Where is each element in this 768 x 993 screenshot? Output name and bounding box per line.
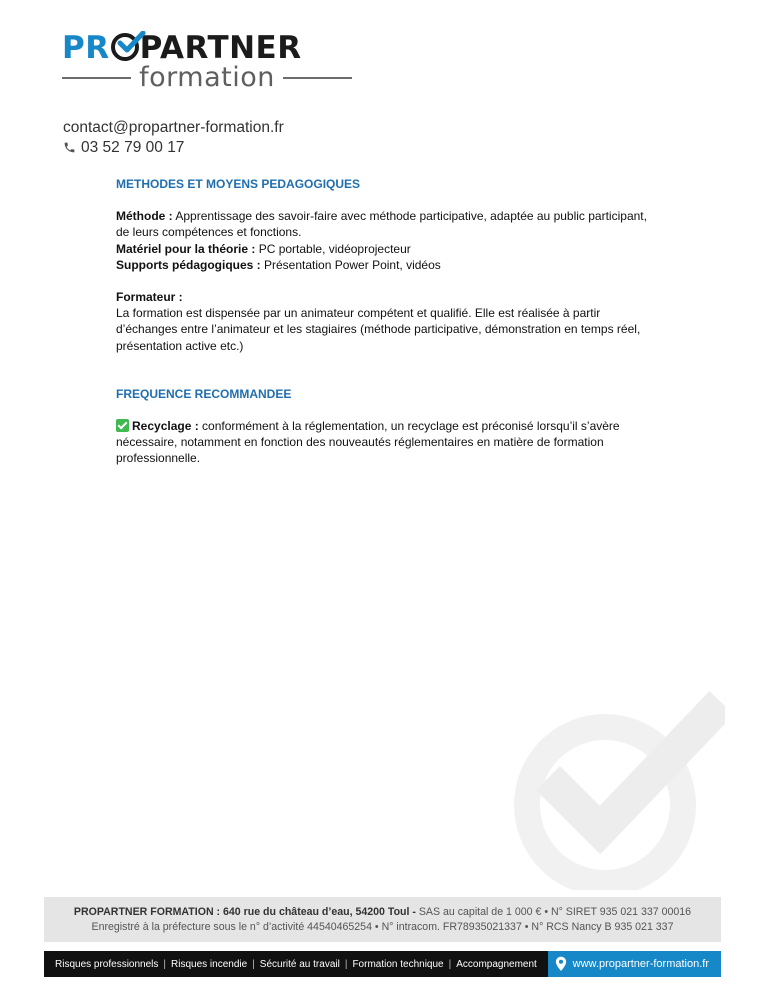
- recyclage-label: Recyclage :: [132, 419, 199, 434]
- check-mark-icon: [116, 419, 129, 432]
- footer-nav-securite-travail[interactable]: Sécurité au travail: [259, 958, 340, 970]
- contact-block: [63, 118, 284, 157]
- contact-phone-row: [63, 138, 284, 157]
- footer-nav-risques-incendie[interactable]: Risques incendie: [171, 958, 248, 970]
- logo-subtitle: [62, 63, 352, 93]
- supports-text: Présentation Power Point, vidéos: [260, 257, 441, 272]
- footer-nav-formation-technique[interactable]: Formation technique: [352, 958, 444, 970]
- recyclage-text: conformément à la réglementation, un recyclage est préconisé lorsqu’il s’avère nécessaire, notamment en fonction des nouveautés réglementaires en matière de formation professionnelle.: [116, 419, 620, 466]
- materiel-text: PC portable, vidéoprojecteur: [255, 241, 411, 256]
- logo-check-icon: [111, 33, 139, 61]
- footer-legal: [44, 897, 721, 942]
- section-heading-frequency: FREQUENCE RECOMMANDEE: [116, 386, 292, 401]
- phone-icon: [63, 141, 76, 154]
- supports-paragraph: [116, 257, 656, 273]
- footer-legal-2: Enregistré à la préfecture sous le n° d’activité 44540465254 • N° intracom. FR78935021337 • N° RCS Nancy B 935 021 337: [91, 921, 674, 933]
- contact-email[interactable]: contact@propartner-formation.fr: [63, 119, 284, 136]
- logo-formation-text: formation: [139, 62, 275, 93]
- materiel-label: Matériel pour la théorie :: [116, 241, 256, 256]
- footer-company: PROPARTNER FORMATION : 640 rue du château d’eau, 54200 Toul -: [73, 906, 416, 918]
- logo-wordmark: PR PARTNER: [62, 30, 302, 66]
- divider: [62, 77, 131, 79]
- divider: [283, 77, 352, 79]
- section-heading-methods: METHODES ET MOYENS PEDAGOGIQUES: [116, 177, 361, 191]
- methode-paragraph: [116, 208, 656, 240]
- recyclage-paragraph: [116, 418, 656, 467]
- formateur-label: Formateur :: [116, 290, 183, 305]
- nav-separator: |: [163, 958, 166, 970]
- footer-nav-risques-professionnels[interactable]: Risques professionnels: [55, 958, 159, 970]
- document-body: [116, 176, 656, 467]
- contact-phone[interactable]: 03 52 79 00 17: [81, 139, 185, 156]
- footer-legal-line-1: [44, 905, 721, 920]
- materiel-paragraph: [116, 241, 656, 257]
- footer-website-link[interactable]: [548, 951, 721, 977]
- supports-label: Supports pédagogiques :: [116, 257, 261, 272]
- location-pin-icon: [554, 956, 568, 972]
- footer-nav-bar: [44, 951, 721, 977]
- methode-text: Apprentissage des savoir-faire avec méthode participative, adaptée au public participant, de leurs compétences et fonctions.: [116, 209, 647, 240]
- company-logo: [62, 30, 352, 92]
- watermark-check-icon: [505, 690, 725, 890]
- nav-separator: |: [252, 958, 255, 970]
- footer-website[interactable]: www.propartner-formation.fr: [572, 958, 709, 970]
- formateur-label-paragraph: [116, 289, 656, 305]
- formateur-text: La formation est dispensée par un animateur compétent et qualifié. Elle est réalisée à partir d’échanges entre l’animateur et les stagiaires (méthode participative, démonstration en temps réel, présentation active etc.): [116, 306, 641, 353]
- footer-nav-accompagnement[interactable]: Accompagnement: [456, 958, 537, 970]
- nav-separator: |: [448, 958, 452, 970]
- methode-label: Méthode :: [116, 209, 173, 224]
- nav-separator: |: [344, 958, 348, 970]
- footer-legal-1: SAS au capital de 1 000 € • N° SIRET 935 021 337 00016: [415, 906, 692, 918]
